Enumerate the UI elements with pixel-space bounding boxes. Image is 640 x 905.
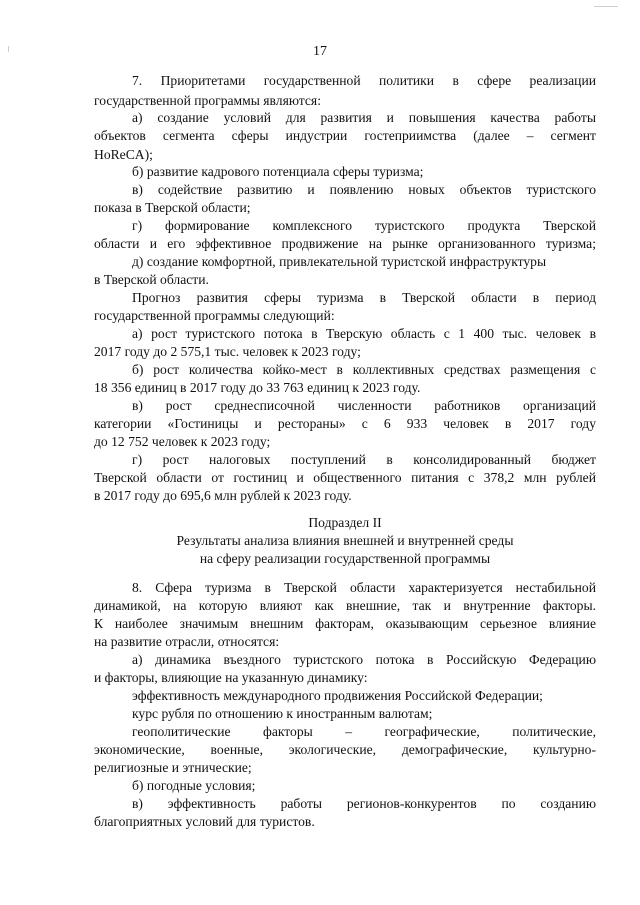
text-line: 18 356 единиц в 2017 году до 33 763 единиц к 2023 году.: [94, 380, 421, 395]
text-line: К наиболее значимым внешним факторам, оказывающим серьезное влияние: [94, 616, 596, 631]
text-line: Подраздел II: [308, 515, 382, 530]
text-line: экономические, военные, экологические, демографические, культурно-: [94, 742, 596, 757]
text-line: благоприятных условий для туристов.: [94, 814, 315, 829]
text-line: эффективность международного продвижения Российской Федерации;: [132, 688, 543, 703]
text-line: государственной программы следующий:: [94, 308, 335, 323]
text-line: в Тверской области.: [94, 272, 209, 287]
text-line: на развитие отрасли, относятся:: [94, 634, 280, 649]
scan-mark-left: [8, 46, 9, 52]
text-line: г) формирование комплексного туристского продукта Тверской: [132, 218, 596, 233]
text-line: 8. Сфера туризма в Тверской области характеризуется нестабильной: [132, 580, 596, 595]
scan-mark-top-right: [594, 6, 618, 7]
text-line: а) динамика въездного туристского потока в Российскую Федерацию: [132, 652, 596, 667]
text-line: до 12 752 человек к 2023 году;: [94, 434, 271, 449]
page-number: 17: [313, 44, 327, 59]
text-line: Прогноз развития сферы туризма в Тверской области в период: [132, 290, 596, 305]
text-line: б) развитие кадрового потенциала сферы туризма;: [132, 164, 424, 179]
text-line: 7. Приоритетами государственной политики в сфере реализации: [132, 73, 596, 88]
text-line: Результаты анализа влияния внешней и внутренней среды: [176, 533, 514, 548]
text-line: 2017 году до 2 575,1 тыс. человек к 2023 году;: [94, 344, 361, 359]
text-line: государственной программы являются:: [94, 93, 321, 108]
text-line: д) создание комфортной, привлекательной туристской инфраструктуры: [132, 254, 547, 269]
text-line: б) рост количества койко-мест в коллективных средствах размещения с: [132, 362, 596, 377]
text-line: области и его эффективное продвижение на рынке организованного туризма;: [94, 236, 596, 251]
text-line: религиозные и этнические;: [94, 760, 252, 775]
text-line: а) рост туристского потока в Тверскую область с 1 400 тыс. человек в: [132, 326, 596, 341]
text-line: а) создание условий для развития и повышения качества работы: [132, 110, 596, 125]
text-line: динамикой, на которую влияют как внешние, так и внутренние факторы.: [94, 598, 596, 613]
text-line: в 2017 году до 695,6 млн рублей к 2023 году.: [94, 488, 352, 503]
text-line: курс рубля по отношению к иностранным валютам;: [132, 706, 433, 721]
text-line: показа в Тверской области;: [94, 200, 251, 215]
text-line: на сферу реализации государственной программы: [199, 551, 491, 566]
text-line: в) эффективность работы регионов-конкурентов по созданию: [132, 796, 596, 811]
text-line: г) рост налоговых поступлений в консолидированный бюджет: [132, 452, 596, 467]
text-line: в) рост среднесписочной численности работников организаций: [132, 398, 596, 413]
text-line: в) содействие развитию и появлению новых объектов туристского: [132, 182, 596, 197]
text-line: б) погодные условия;: [132, 778, 256, 793]
text-line: HoReCA);: [94, 147, 153, 162]
text-line: объектов сегмента сферы индустрии гостеприимства (далее – сегмент: [94, 128, 596, 143]
text-line: категории «Гостиницы и рестораны» с 6 933 человек в 2017 году: [94, 416, 596, 431]
text-line: Тверской области от гостиниц и общественного питания с 378,2 млн рублей: [94, 470, 596, 485]
text-line: геополитические факторы – географические, политические,: [132, 724, 596, 739]
text-line: и факторы, влияющие на указанную динамику:: [94, 670, 368, 685]
